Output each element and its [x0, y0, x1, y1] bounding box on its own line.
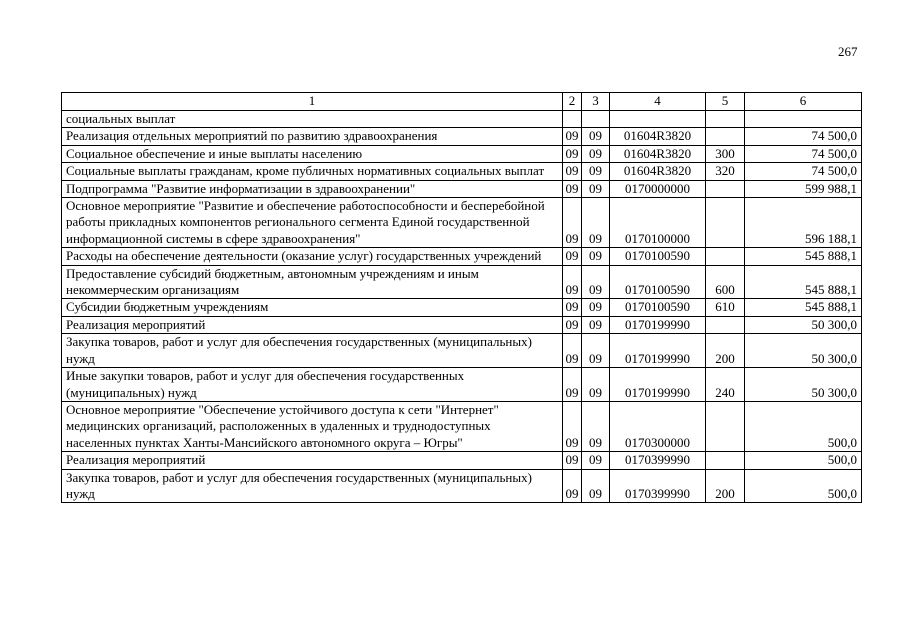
row-target-code: 0170399990 — [610, 452, 706, 469]
row-name: Социальные выплаты гражданам, кроме публичных нормативных социальных выплат — [62, 163, 563, 180]
row-subsection: 09 — [582, 452, 610, 469]
row-subsection: 09 — [582, 265, 610, 299]
row-expense-type: 300 — [706, 145, 745, 162]
row-name: Реализация мероприятий — [62, 452, 563, 469]
table-row — [62, 163, 862, 180]
row-section: 09 — [563, 163, 582, 180]
row-name: Закупка товаров, работ и услуг для обеспечения государственных (муниципальных) нужд — [62, 334, 563, 368]
row-expense-type: 240 — [706, 368, 745, 402]
row-section: 09 — [563, 299, 582, 316]
row-subsection: 09 — [582, 299, 610, 316]
row-name: Предоставление субсидий бюджетным, автономным учреждениям и иным некоммерческим организациям — [62, 265, 563, 299]
row-expense-type — [706, 111, 745, 128]
row-target-code — [610, 111, 706, 128]
table-row — [62, 368, 862, 402]
table-row — [62, 334, 862, 368]
table-row — [62, 469, 862, 503]
row-amount: 50 300,0 — [745, 316, 862, 333]
row-amount: 500,0 — [745, 401, 862, 451]
row-subsection: 09 — [582, 334, 610, 368]
row-section: 09 — [563, 198, 582, 248]
table-row — [62, 248, 862, 265]
row-expense-type — [706, 452, 745, 469]
row-name: Иные закупки товаров, работ и услуг для обеспечения государственных (муниципальных) нужд — [62, 368, 563, 402]
table-row — [62, 452, 862, 469]
row-section: 09 — [563, 248, 582, 265]
page-number: 267 — [838, 44, 858, 59]
table-row — [62, 316, 862, 333]
row-amount: 74 500,0 — [745, 128, 862, 145]
table-row — [62, 180, 862, 197]
row-expense-type: 320 — [706, 163, 745, 180]
header-cell: 2 — [563, 93, 582, 111]
table-row — [62, 198, 862, 248]
row-section: 09 — [563, 452, 582, 469]
row-name: Основное мероприятие "Развитие и обеспечение работоспособности и бесперебойной работы прикладных компонентов регионального сегмента Единой государственной информационной системы в сфере здравоохранения" — [62, 198, 563, 248]
table-row — [62, 128, 862, 145]
row-expense-type — [706, 180, 745, 197]
row-amount: 74 500,0 — [745, 145, 862, 162]
row-amount: 545 888,1 — [745, 265, 862, 299]
row-name: Субсидии бюджетным учреждениям — [62, 299, 563, 316]
row-target-code: 0170100590 — [610, 299, 706, 316]
row-section: 09 — [563, 265, 582, 299]
row-amount — [745, 111, 862, 128]
row-expense-type — [706, 128, 745, 145]
row-target-code: 0170100590 — [610, 248, 706, 265]
row-name: Социальное обеспечение и иные выплаты населению — [62, 145, 563, 162]
row-name: Подпрограмма "Развитие информатизации в здравоохранении" — [62, 180, 563, 197]
row-section — [563, 111, 582, 128]
row-amount: 500,0 — [745, 452, 862, 469]
row-subsection: 09 — [582, 198, 610, 248]
row-target-code: 0170000000 — [610, 180, 706, 197]
row-amount: 50 300,0 — [745, 368, 862, 402]
row-subsection: 09 — [582, 180, 610, 197]
row-expense-type: 600 — [706, 265, 745, 299]
row-section: 09 — [563, 368, 582, 402]
budget-table — [61, 92, 862, 503]
row-name: Реализация мероприятий — [62, 316, 563, 333]
table-row — [62, 111, 862, 128]
header-cell: 5 — [706, 93, 745, 111]
row-name: Реализация отдельных мероприятий по развитию здравоохранения — [62, 128, 563, 145]
row-subsection: 09 — [582, 316, 610, 333]
row-subsection: 09 — [582, 401, 610, 451]
table-row — [62, 299, 862, 316]
row-subsection: 09 — [582, 128, 610, 145]
row-name: Расходы на обеспечение деятельности (оказание услуг) государственных учреждений — [62, 248, 563, 265]
row-section: 09 — [563, 180, 582, 197]
row-subsection: 09 — [582, 248, 610, 265]
table-row — [62, 265, 862, 299]
row-expense-type — [706, 198, 745, 248]
row-expense-type — [706, 316, 745, 333]
header-cell: 4 — [610, 93, 706, 111]
row-target-code: 0170199990 — [610, 316, 706, 333]
row-amount: 74 500,0 — [745, 163, 862, 180]
row-section: 09 — [563, 401, 582, 451]
row-subsection: 09 — [582, 368, 610, 402]
row-expense-type — [706, 401, 745, 451]
row-target-code: 01604R3820 — [610, 145, 706, 162]
row-target-code: 0170100590 — [610, 265, 706, 299]
header-cell: 1 — [62, 93, 563, 111]
row-name: Основное мероприятие "Обеспечение устойчивого доступа к сети "Интернет" медицинских организаций, расположенных в удаленных и труднодоступных населенных пунктах Ханты-Мансийского автономного округа – Югры" — [62, 401, 563, 451]
row-target-code: 0170199990 — [610, 334, 706, 368]
header-cell: 6 — [745, 93, 862, 111]
row-name: социальных выплат — [62, 111, 563, 128]
row-amount: 500,0 — [745, 469, 862, 503]
table-row — [62, 145, 862, 162]
row-subsection: 09 — [582, 163, 610, 180]
row-target-code: 0170300000 — [610, 401, 706, 451]
row-subsection: 09 — [582, 145, 610, 162]
table-row — [62, 401, 862, 451]
row-target-code: 0170199990 — [610, 368, 706, 402]
row-section: 09 — [563, 469, 582, 503]
row-target-code: 0170100000 — [610, 198, 706, 248]
row-amount: 545 888,1 — [745, 248, 862, 265]
row-amount: 599 988,1 — [745, 180, 862, 197]
row-target-code: 01604R3820 — [610, 128, 706, 145]
row-subsection: 09 — [582, 469, 610, 503]
header-cell: 3 — [582, 93, 610, 111]
row-subsection — [582, 111, 610, 128]
row-target-code: 0170399990 — [610, 469, 706, 503]
row-target-code: 01604R3820 — [610, 163, 706, 180]
row-section: 09 — [563, 334, 582, 368]
row-amount: 50 300,0 — [745, 334, 862, 368]
row-expense-type: 200 — [706, 469, 745, 503]
row-expense-type: 200 — [706, 334, 745, 368]
table-header-row — [62, 93, 862, 111]
row-amount: 596 188,1 — [745, 198, 862, 248]
row-section: 09 — [563, 128, 582, 145]
row-name: Закупка товаров, работ и услуг для обеспечения государственных (муниципальных) нужд — [62, 469, 563, 503]
row-section: 09 — [563, 316, 582, 333]
row-expense-type — [706, 248, 745, 265]
row-section: 09 — [563, 145, 582, 162]
row-amount: 545 888,1 — [745, 299, 862, 316]
row-expense-type: 610 — [706, 299, 745, 316]
